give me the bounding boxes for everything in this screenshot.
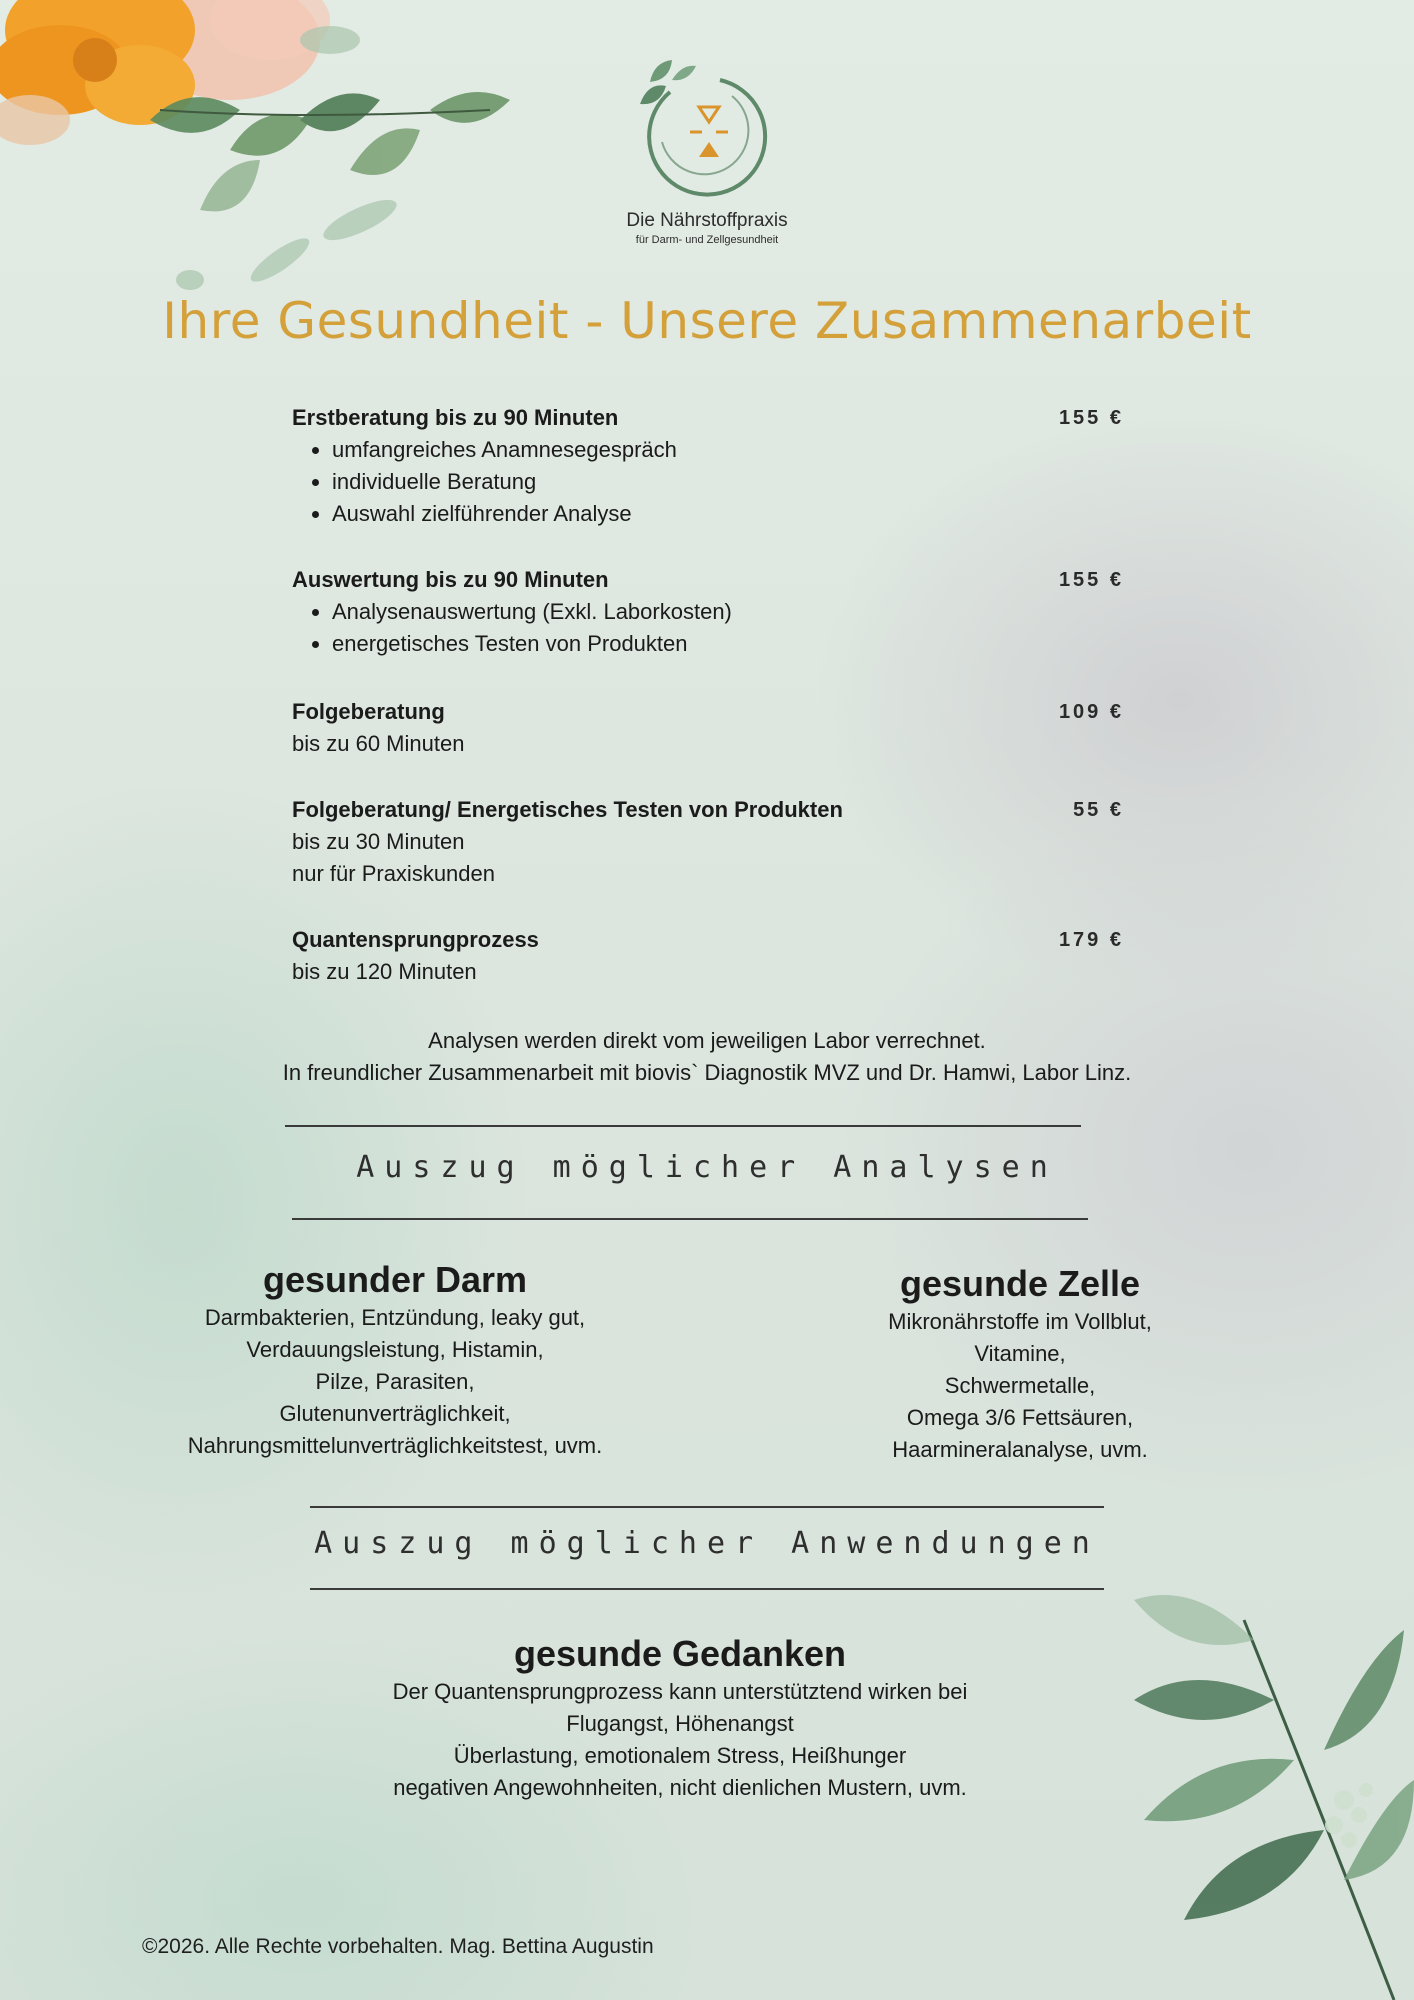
service-item (292, 924, 1124, 988)
zelle-line: Mikronährstoffe im Vollblut, (888, 1309, 1152, 1334)
service-item (292, 402, 1124, 530)
zelle-line: Haarmineralanalyse, uvm. (892, 1437, 1148, 1462)
service-bullet: • umfangreiches Anamnesegespräch (332, 434, 1124, 466)
service-price: 155 € (1058, 407, 1124, 429)
service-price: 109 € (1058, 701, 1124, 723)
darm-line: Pilze, Parasiten, (315, 1369, 475, 1394)
darm-title: gesunder Darm (262, 1259, 528, 1300)
service-detail: bis zu 60 Minuten (292, 731, 465, 756)
gedanken-title: gesunde Gedanken (513, 1633, 847, 1674)
service-title: Auswertung bis zu 90 Minuten (292, 567, 609, 592)
flower-decoration-icon (0, 0, 520, 330)
darm-line: Verdauungsleistung, Histamin, (246, 1337, 544, 1362)
logo-name: Die Nährstoffpraxis (626, 210, 788, 231)
divider (310, 1506, 1104, 1508)
service-price: 155 € (1058, 569, 1124, 591)
service-bullet-list (292, 596, 1124, 660)
gedanken-line: Flugangst, Höhenangst (566, 1711, 794, 1736)
zelle-line: Schwermetalle, (944, 1373, 1096, 1398)
service-title: Folgeberatung/ Energetisches Testen von Produkten (292, 797, 843, 822)
lab-note-line: In freundlicher Zusammenarbeit mit biovis` Diagnostik MVZ und Dr. Hamwi, Labor Linz. (282, 1060, 1132, 1085)
lab-note-line: Analysen werden direkt vom jeweiligen Labor verrechnet. (428, 1028, 986, 1053)
service-detail: bis zu 120 Minuten (292, 959, 477, 984)
zelle-title: gesunde Zelle (899, 1263, 1141, 1304)
service-item (292, 696, 1124, 760)
page-headline: Ihre Gesundheit - Unsere Zusammenarbeit (162, 292, 1252, 350)
service-bullet: • energetisches Testen von Produkten (332, 628, 1124, 660)
darm-line: Darmbakterien, Entzündung, leaky gut, (204, 1305, 586, 1330)
service-price: 179 € (1058, 929, 1124, 951)
service-title: Folgeberatung (292, 699, 445, 724)
service-bullet: • Auswahl zielführender Analyse (332, 498, 1124, 530)
service-item (292, 564, 1124, 660)
service-item (292, 794, 1124, 890)
darm-line: Nahrungsmittelunverträglichkeitstest, uvm. (187, 1433, 603, 1458)
section-title-applications: Auszug möglicher Anwendungen (314, 1526, 1100, 1561)
gedanken-section (280, 1632, 1080, 1804)
copyright-footer: ©2026. Alle Rechte vorbehalten. Mag. Bettina Augustin (142, 1935, 654, 1958)
hourglass-logo-icon (620, 52, 794, 212)
service-bullet: • Analysenauswertung (Exkl. Laborkosten) (332, 596, 1124, 628)
divider (310, 1588, 1104, 1590)
gedanken-line: Der Quantensprungprozess kann unterstütztend wirken bei (392, 1679, 968, 1704)
lab-note (0, 1025, 1414, 1089)
gedanken-line: negativen Angewohnheiten, nicht dienlichen Mustern, uvm. (393, 1775, 967, 1800)
zelle-line: Vitamine, (974, 1341, 1066, 1366)
logo-subtitle: für Darm- und Zellgesundheit (635, 234, 779, 246)
divider (292, 1218, 1088, 1220)
service-bullet: • individuelle Beratung (332, 466, 1124, 498)
zelle-section (800, 1262, 1240, 1466)
service-title: Quantensprungprozess (292, 927, 539, 952)
divider (285, 1125, 1081, 1127)
practice-logo (620, 52, 794, 252)
service-price: 55 € (1073, 799, 1124, 821)
section-title-analyses: Auszug möglicher Analysen (356, 1150, 1058, 1185)
gedanken-line: Überlastung, emotionalem Stress, Heißhunger (453, 1743, 907, 1768)
zelle-line: Omega 3/6 Fettsäuren, (906, 1405, 1134, 1430)
service-title: Erstberatung bis zu 90 Minuten (292, 405, 619, 430)
darm-section (120, 1258, 670, 1462)
service-detail: nur für Praxiskunden (292, 861, 495, 886)
service-detail: bis zu 30 Minuten (292, 829, 465, 854)
service-bullet-list (292, 434, 1124, 530)
darm-line: Glutenunverträglichkeit, (279, 1401, 511, 1426)
